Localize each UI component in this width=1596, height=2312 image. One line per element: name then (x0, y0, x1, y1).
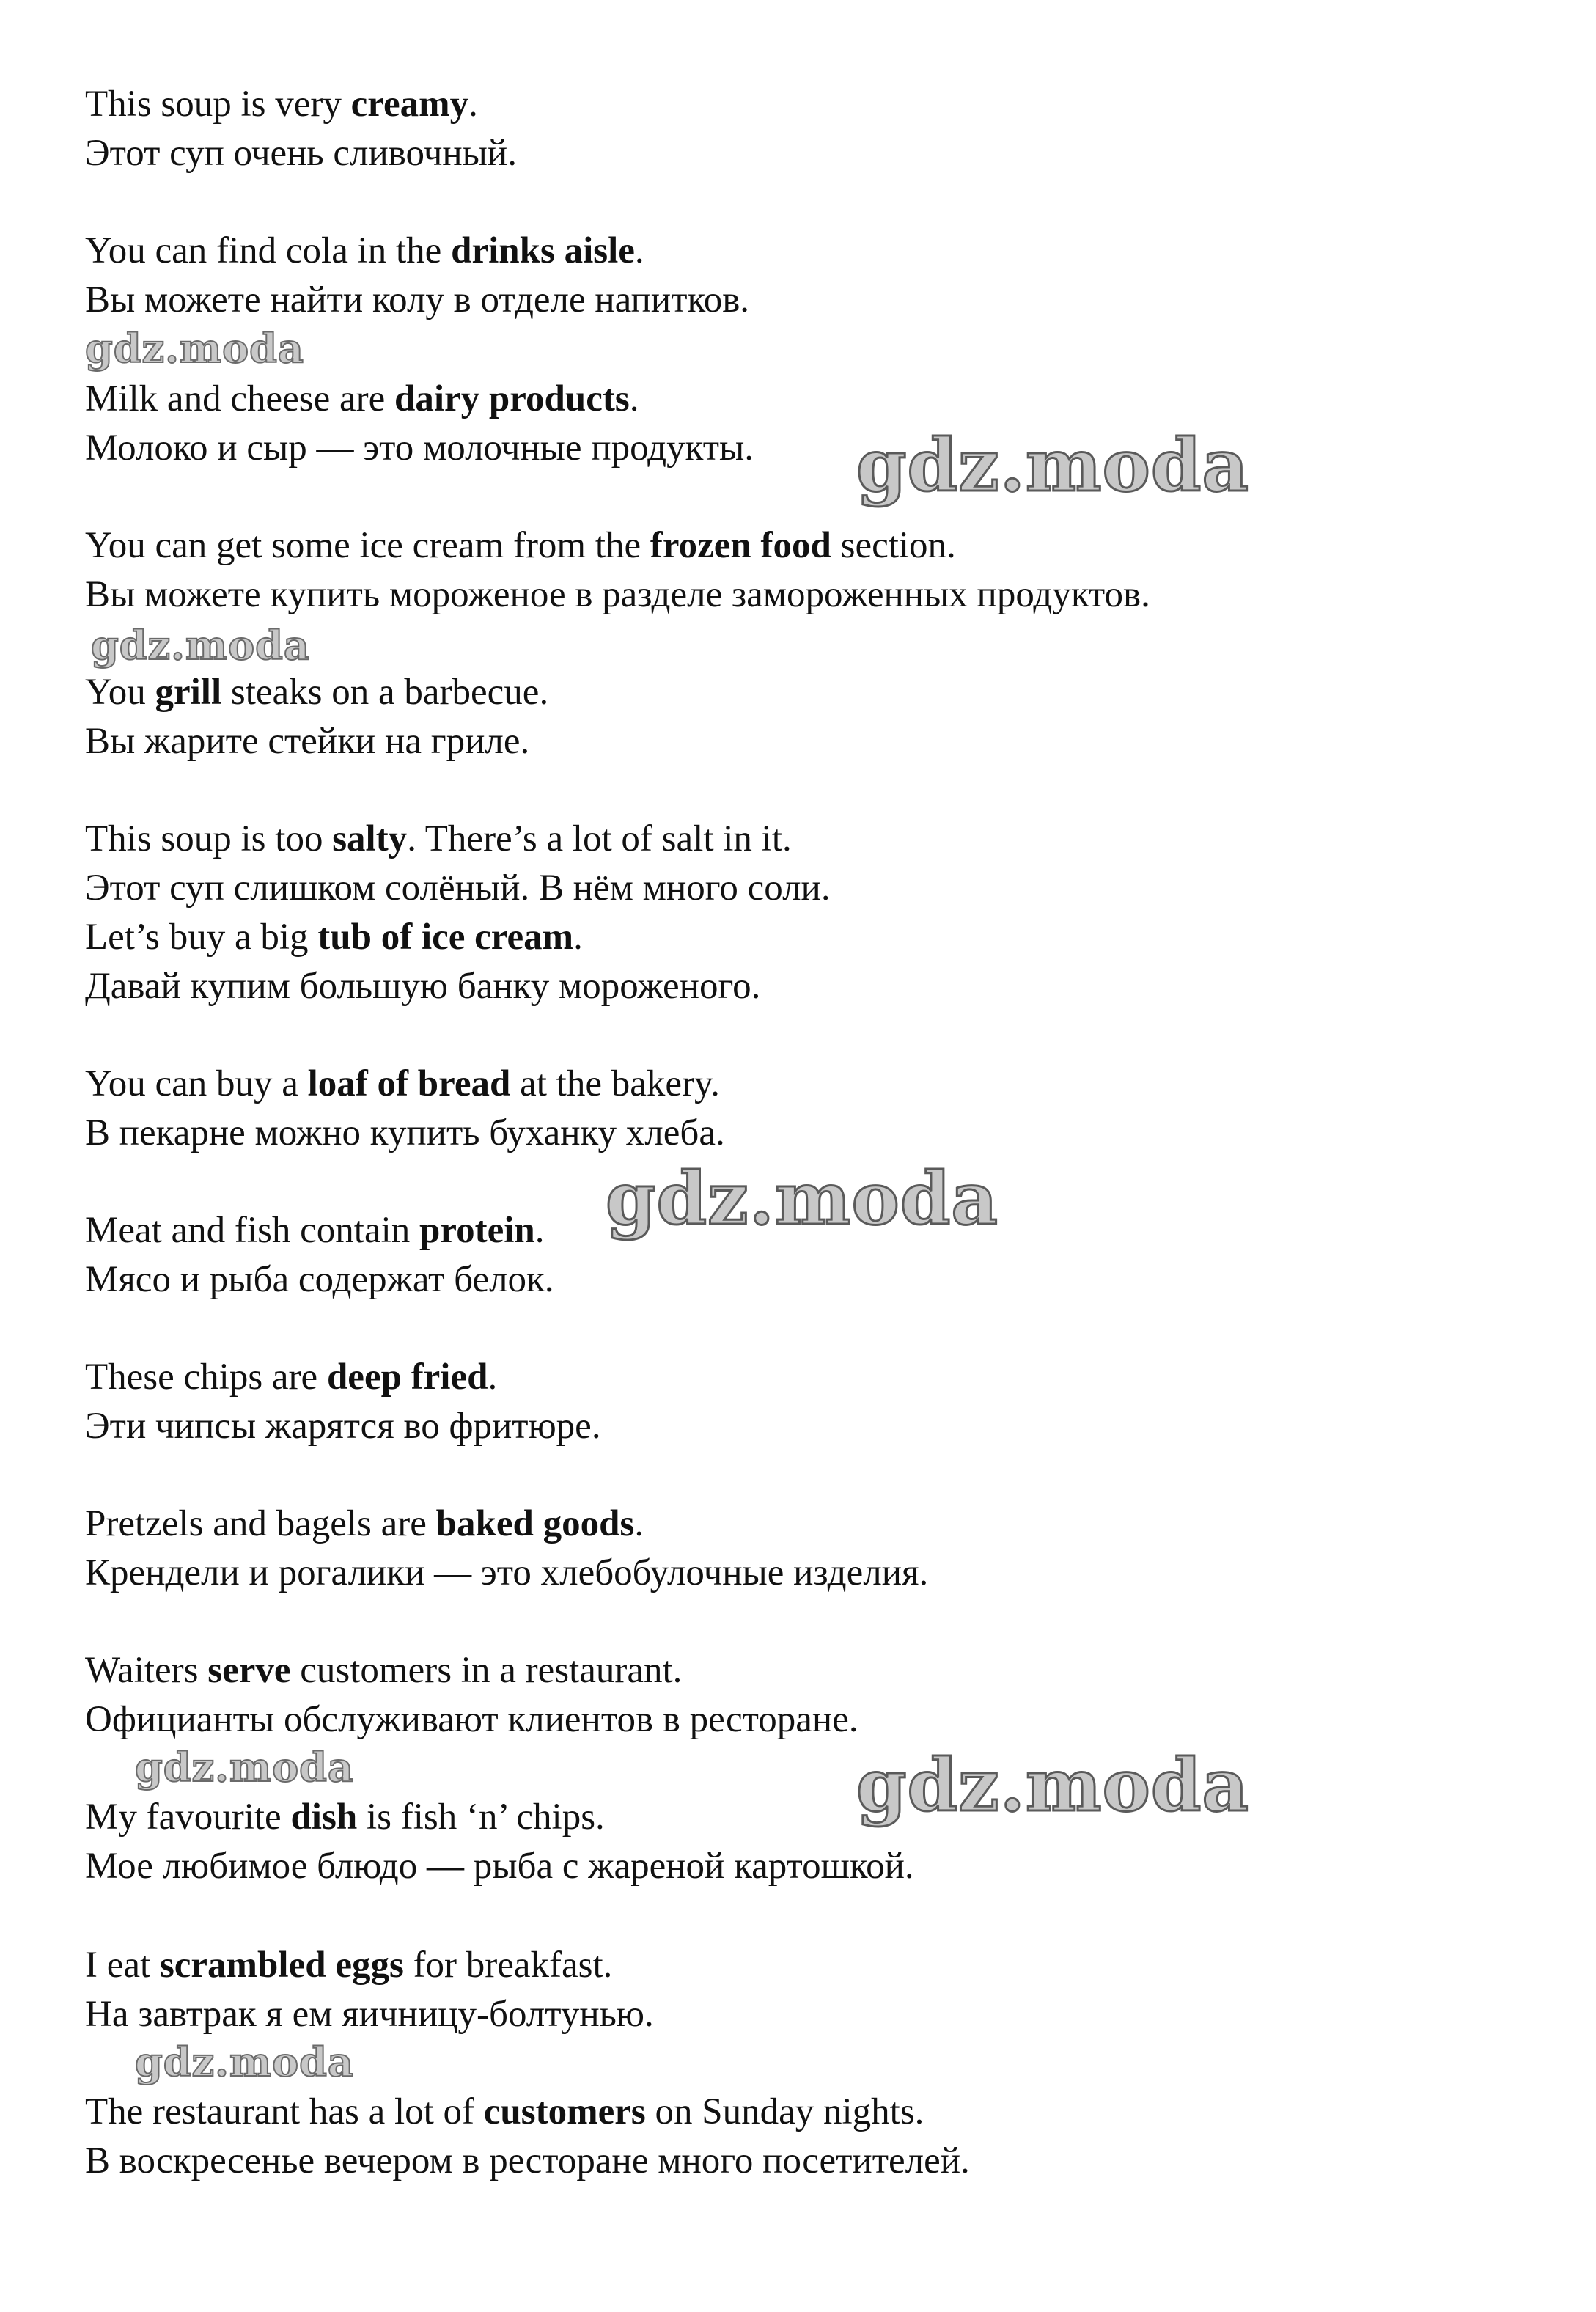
english-sentence: Milk and cheese are dairy products. (85, 378, 639, 419)
watermark-logo: gdz.moda (135, 2038, 354, 2085)
russian-translation: Крендели и рогалики — это хлебобулочные изделия. (85, 1552, 929, 1593)
vocabulary-term: salty (332, 818, 408, 859)
english-sentence: Waiters serve customers in a restaurant. (85, 1650, 683, 1691)
russian-translation: Давай купим большую банку мороженого. (85, 966, 761, 1007)
vocabulary-term: serve (207, 1650, 291, 1691)
vocabulary-term: customers (483, 2091, 646, 2132)
russian-translation: Эти чипсы жарятся во фритюре. (85, 1406, 601, 1447)
vocabulary-term: protein (419, 1210, 535, 1251)
vocabulary-term: baked goods (435, 1503, 635, 1544)
watermark-logo: gdz.moda (606, 1157, 999, 1241)
russian-translation: Этот суп очень сливочный. (85, 133, 517, 174)
russian-translation: В пекарне можно купить буханку хлеба. (85, 1112, 725, 1153)
english-sentence: My favourite dish is fish ‘n’ chips. (85, 1797, 605, 1838)
russian-translation: Вы можете купить мороженое в разделе замороженных продуктов. (85, 574, 1150, 615)
watermark-logo: gdz.moda (85, 325, 304, 372)
vocabulary-term: loaf of bread (307, 1063, 511, 1104)
russian-translation: Вы можете найти колу в отделе напитков. (85, 279, 750, 320)
english-sentence: The restaurant has a lot of customers on Sunday nights. (85, 2091, 924, 2132)
english-sentence: Let’s buy a big tub of ice cream. (85, 917, 583, 958)
russian-translation: Этот суп слишком солёный. В нём много соли. (85, 867, 831, 909)
watermark-logo: gdz.moda (91, 622, 310, 669)
english-sentence: You can get some ice cream from the frozen food section. (85, 525, 956, 566)
vocabulary-term: frozen food (650, 525, 831, 566)
english-sentence: This soup is very creamy. (85, 84, 478, 125)
russian-translation: Мое любимое блюдо — рыба с жареной картошкой. (85, 1846, 914, 1887)
vocabulary-term: grill (155, 672, 222, 713)
watermark-logo: gdz.moda (135, 1744, 354, 1791)
russian-translation: Вы жарите стейки на гриле. (85, 721, 530, 762)
vocabulary-term: creamy (350, 84, 469, 125)
russian-translation: В воскресенье вечером в ресторане много посетителей. (85, 2140, 970, 2181)
vocabulary-term: deep fried (326, 1357, 488, 1398)
russian-translation: Молоко и сыр — это молочные продукты. (85, 427, 754, 469)
english-sentence: These chips are deep fried. (85, 1357, 498, 1398)
english-sentence: Pretzels and bagels are baked goods. (85, 1503, 644, 1544)
english-sentence: This soup is too salty. There’s a lot of salt in it. (85, 818, 792, 859)
english-sentence: You can buy a loaf of bread at the bakery. (85, 1063, 720, 1104)
english-sentence: You grill steaks on a barbecue. (85, 672, 549, 713)
vocabulary-term: dairy products (394, 378, 630, 419)
watermark-logo: gdz.moda (856, 1744, 1249, 1828)
vocabulary-term: scrambled eggs (159, 1945, 404, 1986)
watermark-logo: gdz.moda (856, 424, 1249, 508)
vocabulary-term: dish (290, 1797, 358, 1838)
vocabulary-term: tub of ice cream (317, 917, 574, 958)
english-sentence: You can find cola in the drinks aisle. (85, 230, 644, 271)
russian-translation: На завтрак я ем яичницу-болтунью. (85, 1994, 654, 2035)
english-sentence: Meat and fish contain protein. (85, 1210, 545, 1251)
english-sentence: I eat scrambled eggs for breakfast. (85, 1945, 613, 1986)
russian-translation: Официанты обслуживают клиентов в ресторане. (85, 1699, 858, 1740)
vocabulary-term: drinks aisle (451, 230, 635, 271)
russian-translation: Мясо и рыба содержат белок. (85, 1259, 554, 1300)
